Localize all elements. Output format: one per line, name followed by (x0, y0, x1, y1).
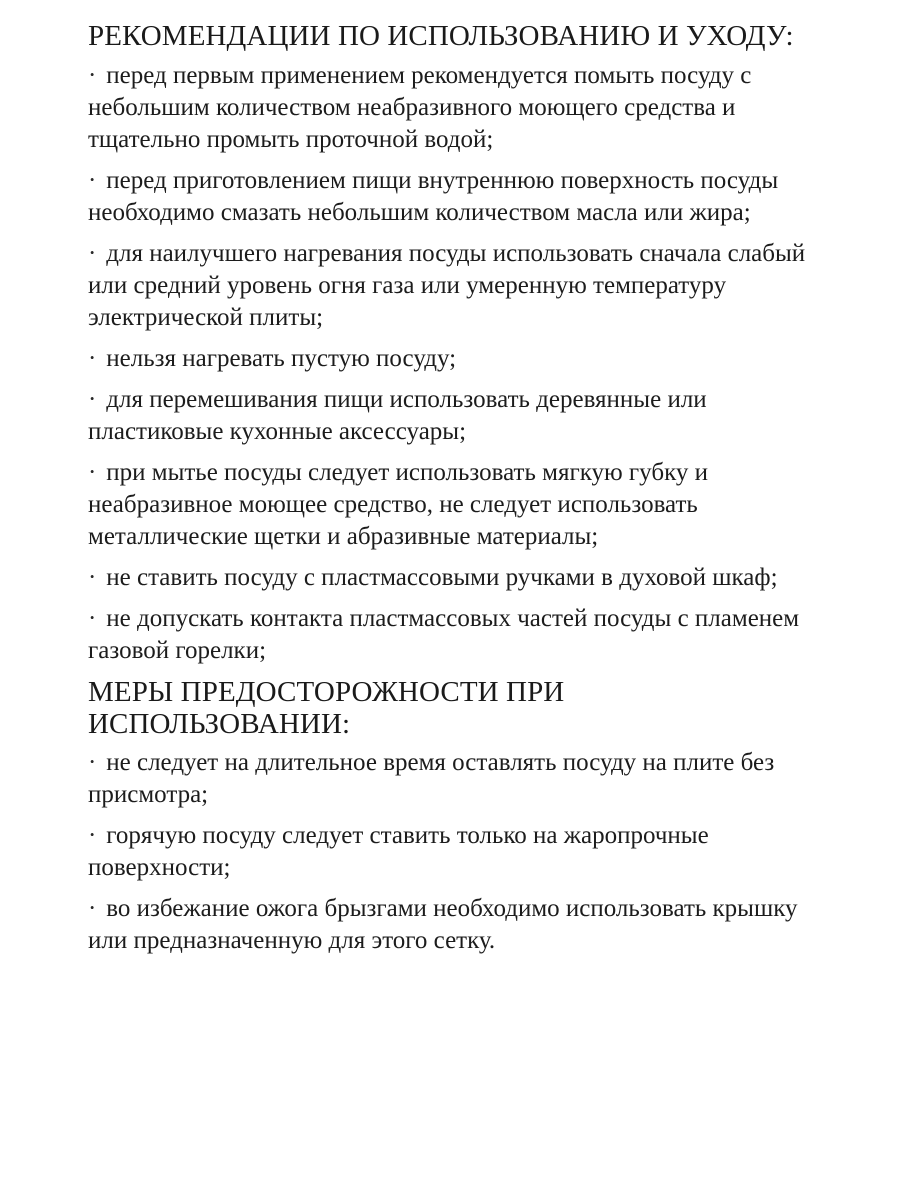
bullet-icon: · (88, 895, 97, 922)
list-item (88, 165, 810, 229)
list-item (88, 747, 810, 811)
care-recommendations-list (88, 60, 810, 667)
list-item (88, 603, 810, 667)
bullet-icon: · (88, 605, 97, 632)
bullet-icon: · (88, 459, 97, 486)
bullet-icon: · (88, 564, 97, 591)
list-item (88, 238, 810, 334)
list-item (88, 457, 810, 553)
safety-precautions-heading: МЕРЫ ПРЕДОСТОРОЖНОСТИ ПРИ ИСПОЛЬЗОВАНИИ: (88, 676, 565, 740)
list-item-text: не следует на длительное время оставлять посуду на плите без присмотра; (88, 749, 775, 808)
list-item-text: нельзя нагревать пустую посуду; (106, 345, 457, 372)
list-item (88, 384, 810, 448)
bullet-icon: · (88, 386, 97, 413)
list-item-text: при мытье посуды следует использовать мягкую губку и неабразивное моющее средство, не следует использовать металлические щетки и абразивные материалы; (88, 459, 708, 550)
list-item-text: горячую посуду следует ставить только на жаропрочные поверхности; (88, 822, 709, 881)
list-item (88, 562, 810, 594)
bullet-icon: · (88, 167, 97, 194)
list-item-text: во избежание ожога брызгами необходимо использовать крышку или предназначенную для этого сетку. (88, 895, 798, 954)
care-recommendations-heading: РЕКОМЕНДАЦИИ ПО ИСПОЛЬЗОВАНИЮ И УХОДУ: (88, 20, 794, 52)
list-item-text: перед первым применением рекомендуется помыть посуду с небольшим количеством неабразивного моющего средства и тщательно промыть проточной водой; (88, 62, 752, 153)
bullet-icon: · (88, 749, 97, 776)
bullet-icon: · (88, 822, 97, 849)
list-item-text: перед приготовлением пищи внутреннюю поверхность посуды необходимо смазать небольшим количеством масла или жира; (88, 167, 779, 226)
list-item-text: для перемешивания пищи использовать деревянные или пластиковые кухонные аксессуары; (88, 386, 707, 445)
bullet-icon: · (88, 345, 97, 372)
list-item-text: не ставить посуду с пластмассовыми ручками в духовой шкаф; (106, 564, 778, 591)
list-item (88, 820, 810, 884)
list-item-text: для наилучшего нагревания посуды использовать сначала слабый или средний уровень огня газа или умеренную температуру электрической плиты; (88, 240, 806, 331)
list-item (88, 893, 810, 957)
safety-precautions-list (88, 747, 810, 957)
list-item (88, 343, 810, 375)
list-item (88, 60, 810, 156)
bullet-icon: · (88, 62, 97, 89)
list-item-text: не допускать контакта пластмассовых частей посуды с пламенем газовой горелки; (88, 605, 800, 664)
bullet-icon: · (88, 240, 97, 267)
